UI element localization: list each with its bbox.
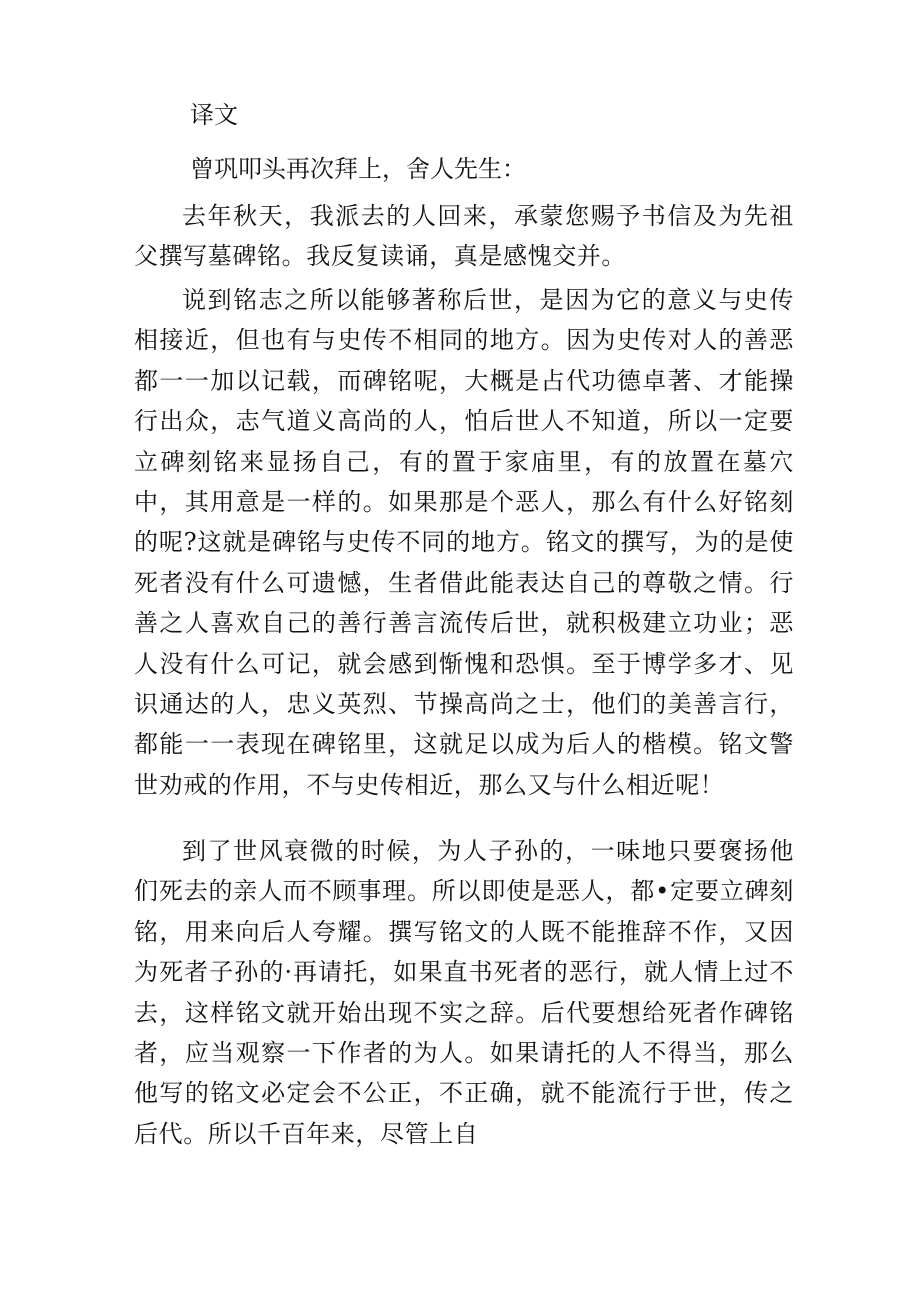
paragraph-3: 到了世风衰微的时候，为人子孙的，一味地只要褒扬他们死去的亲人而不顾事理。所以即使是恶人，都•定要立碑刻铭，用来向后人夸耀。撰写铭文的人既不能推辞不作，又因为死者子孙的·再请托，如果直书死者的恶行，就人情上过不去，这样铭文就开始出现不实之辞。后代要想给死者作碑铭者，应当观察一下作者的为人。如果请托的人不得当，那么他写的铭文必定会不公正，不正确，就不能流行于世，传之后代。所以千百年来，尽管上自 bbox=[134, 837, 794, 1148]
document-heading: 译文 bbox=[190, 101, 238, 129]
paragraph-1: 去年秋天，我派去的人回来，承蒙您赐予书信及为先祖父撰写墓碑铭。我反复读诵，真是感愧交并。 bbox=[134, 202, 794, 271]
paragraph-2: 说到铭志之所以能够著称后世，是因为它的意义与史传相接近，但也有与史传不相同的地方。因为史传对人的善恶都一一加以记载，而碑铭呢，大概是占代功德卓著、才能操行出众，志气道义高尚的人，怕后世人不知道，所以一定要立碑刻铭来显扬自己，有的置于家庙里，有的放置在墓穴中，其用意是一样的。如果那是个恶人，那么有什么好铭刻的呢?这就是碑铭与史传不同的地方。铭文的撰写，为的是使死者没有什么可遗憾，生者借此能表达自己的尊敬之情。行善之人喜欢自己的善行善言流传后世，就积极建立功业；恶人没有什么可记，就会感到惭愧和恐惧。至于博学多才、见识通达的人，忠义英烈、节操高尚之士，他们的美善言行，都能一一表现在碑铭里，这就足以成为后人的楷模。铭文警世劝戒的作用，不与史传相近，那么又与什么相近呢！ bbox=[134, 286, 794, 799]
letter-salutation: 曾巩叩头再次拜上，舍人先生： bbox=[190, 155, 526, 183]
